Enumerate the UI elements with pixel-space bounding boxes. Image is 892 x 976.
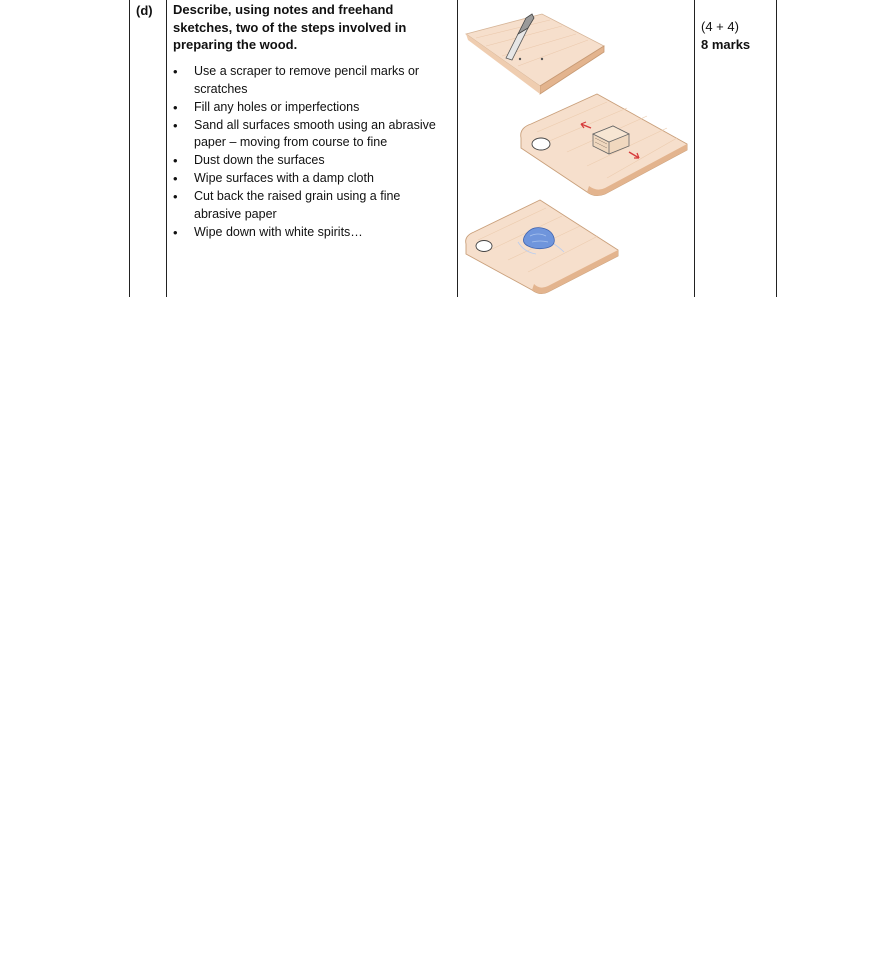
table-divider-part: [166, 0, 167, 297]
answer-point: • Fill any holes or imperfections: [173, 99, 451, 117]
sanding-block-sketch: [517, 92, 691, 198]
marks-column: [701, 18, 750, 53]
table-border-left: [129, 0, 130, 297]
answer-point: • Wipe surfaces with a damp cloth: [173, 170, 451, 188]
answer-points: [173, 63, 451, 242]
answer-point: • Use a scraper to remove pencil marks or scratches: [173, 63, 451, 98]
answer-point: • Wipe down with white spirits…: [173, 224, 451, 242]
marks-breakdown: (4 + 4): [701, 19, 739, 34]
table-divider-sketch: [457, 0, 458, 297]
answer-point: • Sand all surfaces smooth using an abrasive paper – moving from course to fine: [173, 117, 451, 152]
damp-cloth-sketch: [462, 198, 622, 296]
scraper-on-board-sketch: [462, 6, 612, 98]
part-label: (d): [136, 3, 153, 18]
question-prompt: Describe, using notes and freehand sketches, two of the steps involved in preparing the wood.: [173, 2, 407, 52]
answer-point: • Dust down the surfaces: [173, 152, 451, 170]
table-divider-marks: [694, 0, 695, 297]
answer-point: • Cut back the raised grain using a fine abrasive paper: [173, 188, 451, 223]
table-border-right: [776, 0, 777, 297]
marks-total: 8 marks: [701, 36, 751, 52]
